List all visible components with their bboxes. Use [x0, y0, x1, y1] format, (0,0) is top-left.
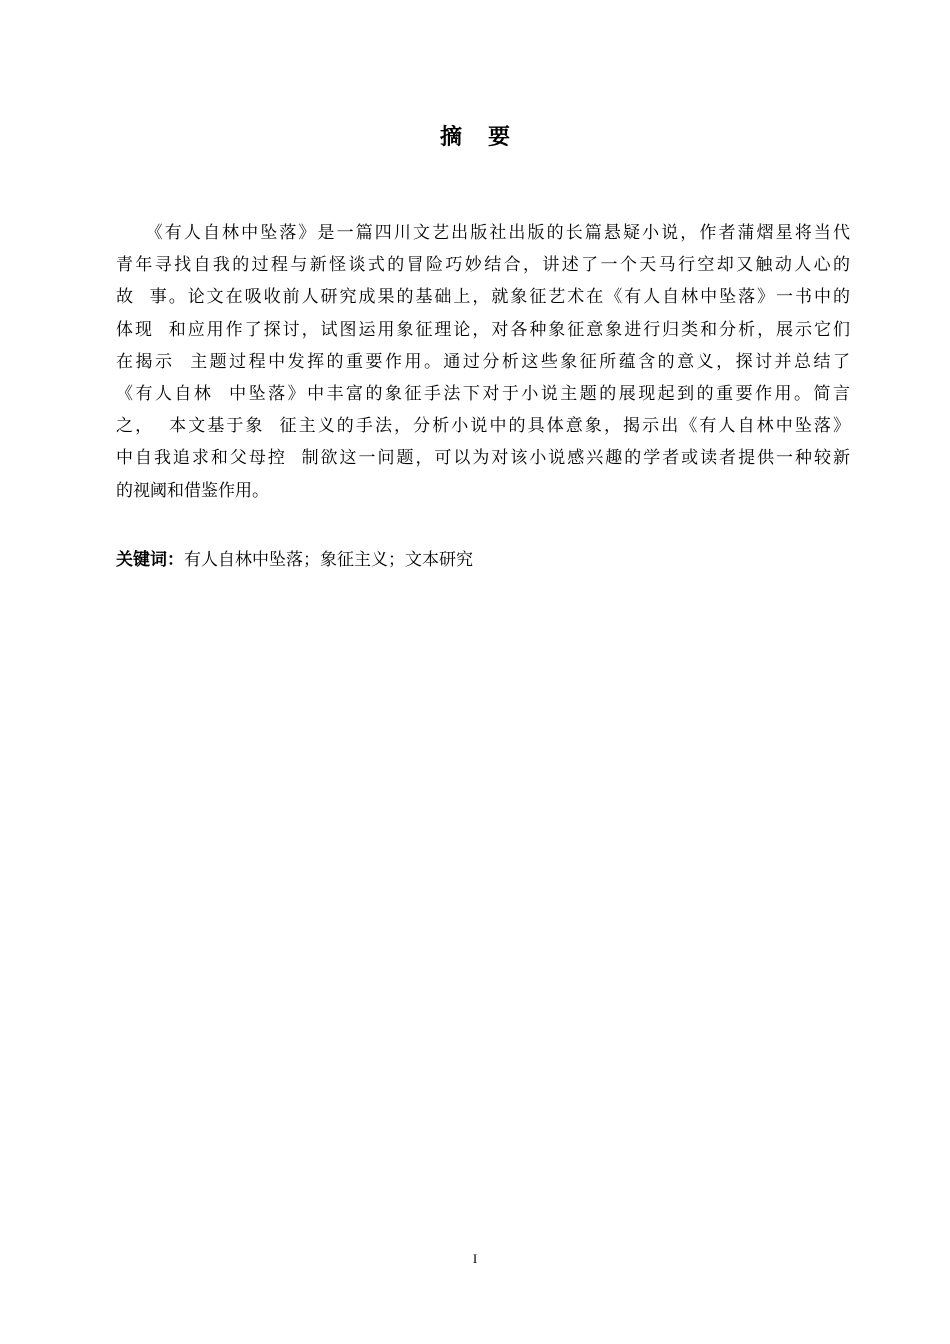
abstract-line: 故 事。论文在吸收前人研究成果的基础上，就象征艺术在《有人自林中坠落》一书中的	[116, 287, 850, 308]
abstract-line: 中自我追求和父母控 制欲这一问题，可以为对该小说感兴趣的学者或读者提供一种较新	[116, 448, 850, 469]
abstract-line: 《有人自林 中坠落》中丰富的象征手法下对于小说主题的展现起到的重要作用。简言	[116, 383, 850, 404]
keywords-row	[116, 544, 473, 576]
keywords-text: 有人自林中坠落；象征主义；文本研究	[184, 550, 473, 570]
abstract-line: 的视阈和借鉴作用。	[116, 480, 269, 501]
page-number: I	[472, 1251, 478, 1266]
abstract-line: 《有人自林中坠落》是一篇四川文艺出版社出版的长篇悬疑小说，作者蒲熠星将当代	[116, 223, 850, 243]
page-title: 摘要	[439, 125, 536, 150]
keywords-label: 关键词：	[116, 550, 184, 570]
abstract-line: 体现 和应用作了探讨，试图运用象征理论，对各种象征意象进行归类和分析，展示它们	[116, 319, 850, 340]
abstract-body	[116, 217, 850, 507]
abstract-line: 在揭示 主题过程中发挥的重要作用。通过分析这些象征所蕴含的意义，探讨并总结了	[116, 351, 850, 372]
abstract-line: 之， 本文基于象 征主义的手法，分析小说中的具体意象，揭示出《有人自林中坠落》	[116, 416, 850, 437]
abstract-line: 青年寻找自我的过程与新怪谈式的冒险巧妙结合，讲述了一个天马行空却又触动人心的	[116, 255, 850, 276]
